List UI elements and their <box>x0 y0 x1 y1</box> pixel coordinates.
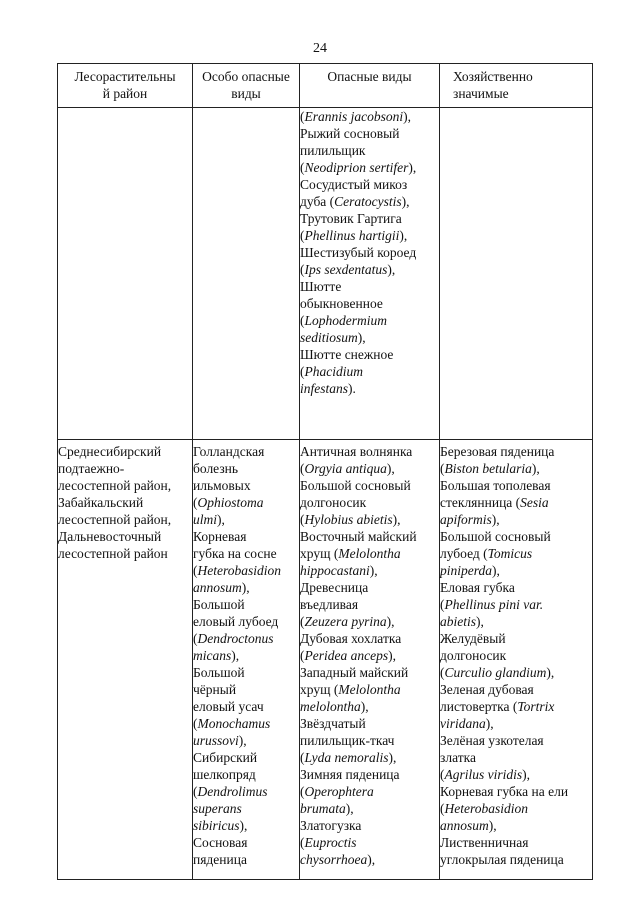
cell-text: Шютте <box>300 279 342 294</box>
cell-line <box>193 698 299 715</box>
cell-empty <box>440 108 593 440</box>
cell-text: ( <box>300 313 305 328</box>
cell-text: Восточный майский <box>300 529 417 544</box>
latin-name: Orgyia antiqua <box>304 461 387 476</box>
cell-text: Большой сосновый <box>300 478 411 493</box>
cell-line <box>300 528 439 545</box>
cell-line <box>300 817 439 834</box>
cell-line <box>300 579 439 596</box>
cell-text: ), <box>217 512 225 527</box>
latin-name: urussovi <box>193 733 239 748</box>
cell-empty <box>193 108 300 440</box>
cell-line <box>300 295 439 312</box>
latin-name: Zeuzera pyrina <box>304 614 387 629</box>
latin-name: annosum <box>440 818 489 833</box>
cell-line <box>300 698 439 715</box>
cell-text: лубоед ( <box>440 546 488 561</box>
cell-text: Шестизубый короед <box>300 245 417 260</box>
cell-text: ( <box>300 750 305 765</box>
cell-line <box>440 732 592 749</box>
cell-line <box>193 749 299 766</box>
cell-line <box>300 176 439 193</box>
cell-line <box>440 596 592 613</box>
cell-line <box>440 477 592 494</box>
cell-text: Еловая губка <box>440 580 515 595</box>
cell-text: лесостепной район, <box>58 512 172 527</box>
cell-text: Лиственничная <box>440 835 529 850</box>
latin-name: Curculio glandium <box>444 665 547 680</box>
latin-name: abietis <box>440 614 476 629</box>
cell-line <box>300 834 439 851</box>
cell-line <box>300 477 439 494</box>
cell-text: Западный майский <box>300 665 409 680</box>
cell-text: ( <box>300 262 305 277</box>
cell-text: ), <box>392 512 401 527</box>
cell-text: дуба ( <box>300 194 335 209</box>
cell-text: Березовая пяденица <box>440 444 555 459</box>
latin-name: sibiricus <box>193 818 240 833</box>
latin-name: Heterobasidion <box>197 563 281 578</box>
latin-name: melolontha <box>300 699 361 714</box>
cell-line <box>300 329 439 346</box>
cell-text: пилильщик-ткач <box>300 733 395 748</box>
latin-name: Ceratocystis <box>334 194 402 209</box>
cell-text: ( <box>193 631 198 646</box>
cell-line <box>300 261 439 278</box>
cell-line <box>440 664 592 681</box>
latin-name: brumata <box>300 801 346 816</box>
cell-line <box>440 528 592 545</box>
cell-text: ( <box>440 461 445 476</box>
cell-line <box>193 545 299 562</box>
cell-text: Среднесибирский <box>58 444 162 459</box>
cell-text: ( <box>300 784 305 799</box>
table-header-row <box>58 64 593 108</box>
cell-line <box>440 766 592 783</box>
cell-text: пилильщик <box>300 143 366 158</box>
cell-text: ), <box>367 852 376 867</box>
cell-text: ), <box>401 194 410 209</box>
latin-name: Dendrolimus <box>197 784 268 799</box>
latin-name: Agrilus viridis <box>444 767 523 782</box>
page-number: 24 <box>313 41 327 56</box>
cell-line <box>300 278 439 295</box>
cell-forest-region <box>58 440 193 880</box>
latin-name: Operophtera <box>304 784 374 799</box>
cell-line <box>300 596 439 613</box>
latin-name: Phacidium <box>304 364 363 379</box>
latin-name: Peridea anceps <box>304 648 389 663</box>
cell-line <box>440 800 592 817</box>
cell-dangerous-species <box>300 108 440 440</box>
cell-line <box>300 749 439 766</box>
cell-line <box>440 511 592 528</box>
cell-text: ), <box>241 580 250 595</box>
cell-text: хрущ ( <box>300 546 339 561</box>
cell-text: долгоносик <box>300 495 367 510</box>
cell-line <box>58 511 192 528</box>
cell-line <box>58 443 192 460</box>
cell-text: ), <box>386 461 395 476</box>
cell-text: Звёздчатый <box>300 716 366 731</box>
cell-text: ( <box>300 228 305 243</box>
cell-text: Желудёвый <box>440 631 506 646</box>
cell-line <box>440 817 592 834</box>
cell-text: ), <box>345 801 354 816</box>
cell-line <box>300 511 439 528</box>
cell-line <box>440 681 592 698</box>
cell-text: въедливая <box>300 597 359 612</box>
cell-text: Сосновая <box>193 835 248 850</box>
cell-text: губка на сосне <box>193 546 277 561</box>
cell-line <box>300 664 439 681</box>
cell-line <box>440 494 592 511</box>
cell-especially-dangerous-species <box>193 440 300 880</box>
header-line: Хозяйственно <box>453 69 533 84</box>
latin-name: ulmi <box>193 512 218 527</box>
cell-line <box>193 460 299 477</box>
cell-line <box>193 766 299 783</box>
cell-line <box>193 681 299 698</box>
cell-text: ( <box>300 614 305 629</box>
cell-line <box>58 494 192 511</box>
cell-line <box>193 715 299 732</box>
cell-text: ), <box>357 330 366 345</box>
cell-line <box>193 630 299 647</box>
cell-text: Античная волнянка <box>300 444 413 459</box>
cell-text: ), <box>399 228 408 243</box>
cell-text: Большая тополевая <box>440 478 551 493</box>
cell-line <box>300 562 439 579</box>
cell-line <box>300 460 439 477</box>
latin-name: annosum <box>193 580 242 595</box>
header-dangerous <box>300 64 440 108</box>
latin-name: Erannis jacobsoni <box>304 109 404 124</box>
cell-line <box>193 851 299 868</box>
cell-line <box>193 511 299 528</box>
cell-text: ), <box>388 648 396 663</box>
cell-line <box>58 528 192 545</box>
cell-line <box>193 834 299 851</box>
cell-line <box>440 613 592 630</box>
cell-line <box>193 732 299 749</box>
cell-text: Трутовик Гартига <box>300 211 402 226</box>
header-line: й район <box>102 86 148 101</box>
cell-text: ( <box>193 716 198 731</box>
cell-empty <box>58 108 193 440</box>
cell-line <box>300 312 439 329</box>
cell-text: ), <box>485 716 494 731</box>
cell-text: ), <box>231 648 240 663</box>
cell-text: ( <box>193 495 198 510</box>
cell-text: ( <box>440 665 445 680</box>
cell-text: ), <box>408 160 417 175</box>
latin-name: Biston betularia <box>444 461 532 476</box>
cell-line <box>300 380 439 397</box>
cell-text: Зелёная узкотелая <box>440 733 544 748</box>
latin-name: Ips sexdentatus <box>304 262 388 277</box>
cell-text: ( <box>300 109 305 124</box>
latin-name: Neodiprion sertifer <box>304 160 409 175</box>
cell-text: Златогузка <box>300 818 362 833</box>
latin-name: Euproctis <box>304 835 357 850</box>
cell-text: ( <box>193 563 198 578</box>
cell-text: ( <box>440 767 445 782</box>
cell-line <box>300 766 439 783</box>
cell-text: Рыжий сосновый <box>300 126 400 141</box>
cell-line <box>58 545 192 562</box>
cell-text: ), <box>491 512 500 527</box>
cell-line <box>300 545 439 562</box>
latin-name: Lophodermium <box>304 313 388 328</box>
table-row <box>58 108 593 440</box>
cell-text: Корневая губка на ели <box>440 784 569 799</box>
latin-name: Ophiostoma <box>197 495 264 510</box>
cell-text: Зимняя пяденица <box>300 767 400 782</box>
cell-line <box>440 715 592 732</box>
cell-text: Сибирский <box>193 750 258 765</box>
cell-line <box>193 596 299 613</box>
cell-line <box>300 125 439 142</box>
cell-line <box>440 749 592 766</box>
header-economically-significant <box>440 64 593 108</box>
cell-text: Большой сосновый <box>440 529 551 544</box>
cell-text: Большой <box>193 597 245 612</box>
cell-line <box>193 613 299 630</box>
latin-name: superans <box>193 801 242 816</box>
cell-text: ( <box>440 801 445 816</box>
cell-text: ), <box>387 262 396 277</box>
cell-text: лесостепной район, <box>58 478 172 493</box>
latin-name: Tomicus <box>487 546 533 561</box>
cell-line <box>193 494 299 511</box>
cell-line <box>193 562 299 579</box>
latin-name: apiformis <box>440 512 492 527</box>
cell-text: Голландская <box>193 444 265 459</box>
cell-text: ), <box>369 563 378 578</box>
latin-name: chysorrhoea <box>300 852 368 867</box>
latin-name: viridana <box>440 716 486 731</box>
cell-line <box>300 193 439 210</box>
cell-text: златка <box>440 750 476 765</box>
cell-text: ), <box>238 733 247 748</box>
cell-text: стеклянница ( <box>440 495 521 510</box>
cell-line <box>440 630 592 647</box>
cell-text: Зеленая дубовая <box>440 682 534 697</box>
header-line: Опасные виды <box>327 69 412 84</box>
cell-line <box>193 664 299 681</box>
latin-name: Heterobasidion <box>444 801 528 816</box>
latin-name: Melolontha <box>338 682 401 697</box>
cell-line <box>440 783 592 800</box>
latin-name: Lyda nemoralis <box>304 750 389 765</box>
cell-economically-significant-species <box>440 440 593 880</box>
cell-text: ( <box>300 364 305 379</box>
cell-line <box>193 528 299 545</box>
cell-line <box>193 477 299 494</box>
cell-line <box>58 460 192 477</box>
cell-text: ). <box>348 381 356 396</box>
cell-text: ), <box>492 563 500 578</box>
cell-text: еловый усач <box>193 699 264 714</box>
header-line: Особо опасные <box>202 69 290 84</box>
cell-text: Забайкальский <box>58 495 144 510</box>
cell-text: пяденица <box>193 852 247 867</box>
cell-line <box>193 443 299 460</box>
cell-line <box>300 244 439 261</box>
latin-name: Dendroctonus <box>197 631 274 646</box>
cell-line <box>300 227 439 244</box>
cell-line <box>300 142 439 159</box>
cell-text: ), <box>488 818 497 833</box>
cell-line <box>300 210 439 227</box>
cell-text: Дубовая хохлатка <box>300 631 402 646</box>
cell-line <box>300 346 439 363</box>
cell-text: лесостепной район <box>58 546 168 561</box>
cell-text: ильмовых <box>193 478 251 493</box>
cell-text: листовертка ( <box>440 699 518 714</box>
cell-text: хрущ ( <box>300 682 339 697</box>
latin-name: piniperda <box>440 563 492 578</box>
cell-text: ( <box>300 512 305 527</box>
cell-text: ( <box>300 648 305 663</box>
cell-text: ( <box>193 784 198 799</box>
cell-text: ), <box>239 818 248 833</box>
latin-name: micans <box>193 648 232 663</box>
cell-line <box>440 460 592 477</box>
cell-text: ), <box>388 750 397 765</box>
cell-line <box>58 477 192 494</box>
cell-text: подтаежно- <box>58 461 125 476</box>
cell-text: Большой <box>193 665 245 680</box>
cell-text: чёрный <box>193 682 237 697</box>
cell-text: Дальневосточный <box>58 529 162 544</box>
latin-name: Phellinus hartigii <box>304 228 400 243</box>
cell-text: болезнь <box>193 461 239 476</box>
cell-text: Корневая <box>193 529 247 544</box>
latin-name: Tortrix <box>517 699 555 714</box>
cell-line <box>193 800 299 817</box>
latin-name: Hylobius abietis <box>304 512 393 527</box>
cell-text: Шютте снежное <box>300 347 394 362</box>
header-forest-region <box>58 64 193 108</box>
cell-text: ), <box>522 767 531 782</box>
cell-text: Сосудистый микоз <box>300 177 408 192</box>
cell-text: Древесница <box>300 580 369 595</box>
cell-text: ), <box>360 699 369 714</box>
cell-text: ), <box>531 461 540 476</box>
header-line: Лесорастительны <box>74 69 176 84</box>
header-line: значимые <box>453 86 509 101</box>
latin-name: hippocastani <box>300 563 370 578</box>
cell-text: обыкновенное <box>300 296 383 311</box>
cell-text: ), <box>386 614 395 629</box>
cell-line <box>300 647 439 664</box>
latin-name: Melolontha <box>338 546 401 561</box>
cell-text: ), <box>546 665 555 680</box>
cell-line <box>300 800 439 817</box>
latin-name: infestans <box>300 381 349 396</box>
cell-line <box>300 630 439 647</box>
cell-line <box>193 783 299 800</box>
cell-text: шелкопряд <box>193 767 256 782</box>
cell-line <box>300 363 439 380</box>
cell-line <box>193 647 299 664</box>
cell-line <box>440 545 592 562</box>
latin-name: Monochamus <box>197 716 271 731</box>
cell-text: ), <box>403 109 412 124</box>
cell-line <box>300 494 439 511</box>
cell-text: ( <box>300 461 305 476</box>
latin-name: seditiosum <box>300 330 358 345</box>
cell-text: ( <box>300 835 305 850</box>
cell-line <box>300 681 439 698</box>
header-especially-dangerous <box>193 64 300 108</box>
cell-text: ( <box>440 597 445 612</box>
cell-dangerous-species <box>300 440 440 880</box>
cell-line <box>440 834 592 851</box>
cell-text: ( <box>300 160 305 175</box>
cell-text: еловый лубоед <box>193 614 279 629</box>
cell-line <box>300 732 439 749</box>
cell-line <box>193 579 299 596</box>
cell-line <box>193 817 299 834</box>
table-row <box>58 440 593 880</box>
cell-text: углокрылая пяденица <box>440 852 564 867</box>
cell-line <box>300 443 439 460</box>
cell-line <box>440 698 592 715</box>
latin-name: Phellinus pini var. <box>444 597 544 612</box>
header-line: виды <box>231 86 261 101</box>
cell-text: ), <box>476 614 484 629</box>
cell-line <box>300 108 439 125</box>
cell-line <box>440 443 592 460</box>
cell-line <box>300 613 439 630</box>
cell-line <box>300 851 439 868</box>
cell-line <box>440 851 592 868</box>
latin-name: Sesia <box>520 495 549 510</box>
species-table <box>57 63 593 880</box>
cell-line <box>440 562 592 579</box>
cell-text: долгоносик <box>440 648 507 663</box>
cell-line <box>300 715 439 732</box>
cell-line <box>440 647 592 664</box>
cell-line <box>440 579 592 596</box>
cell-line <box>300 159 439 176</box>
cell-line <box>300 783 439 800</box>
